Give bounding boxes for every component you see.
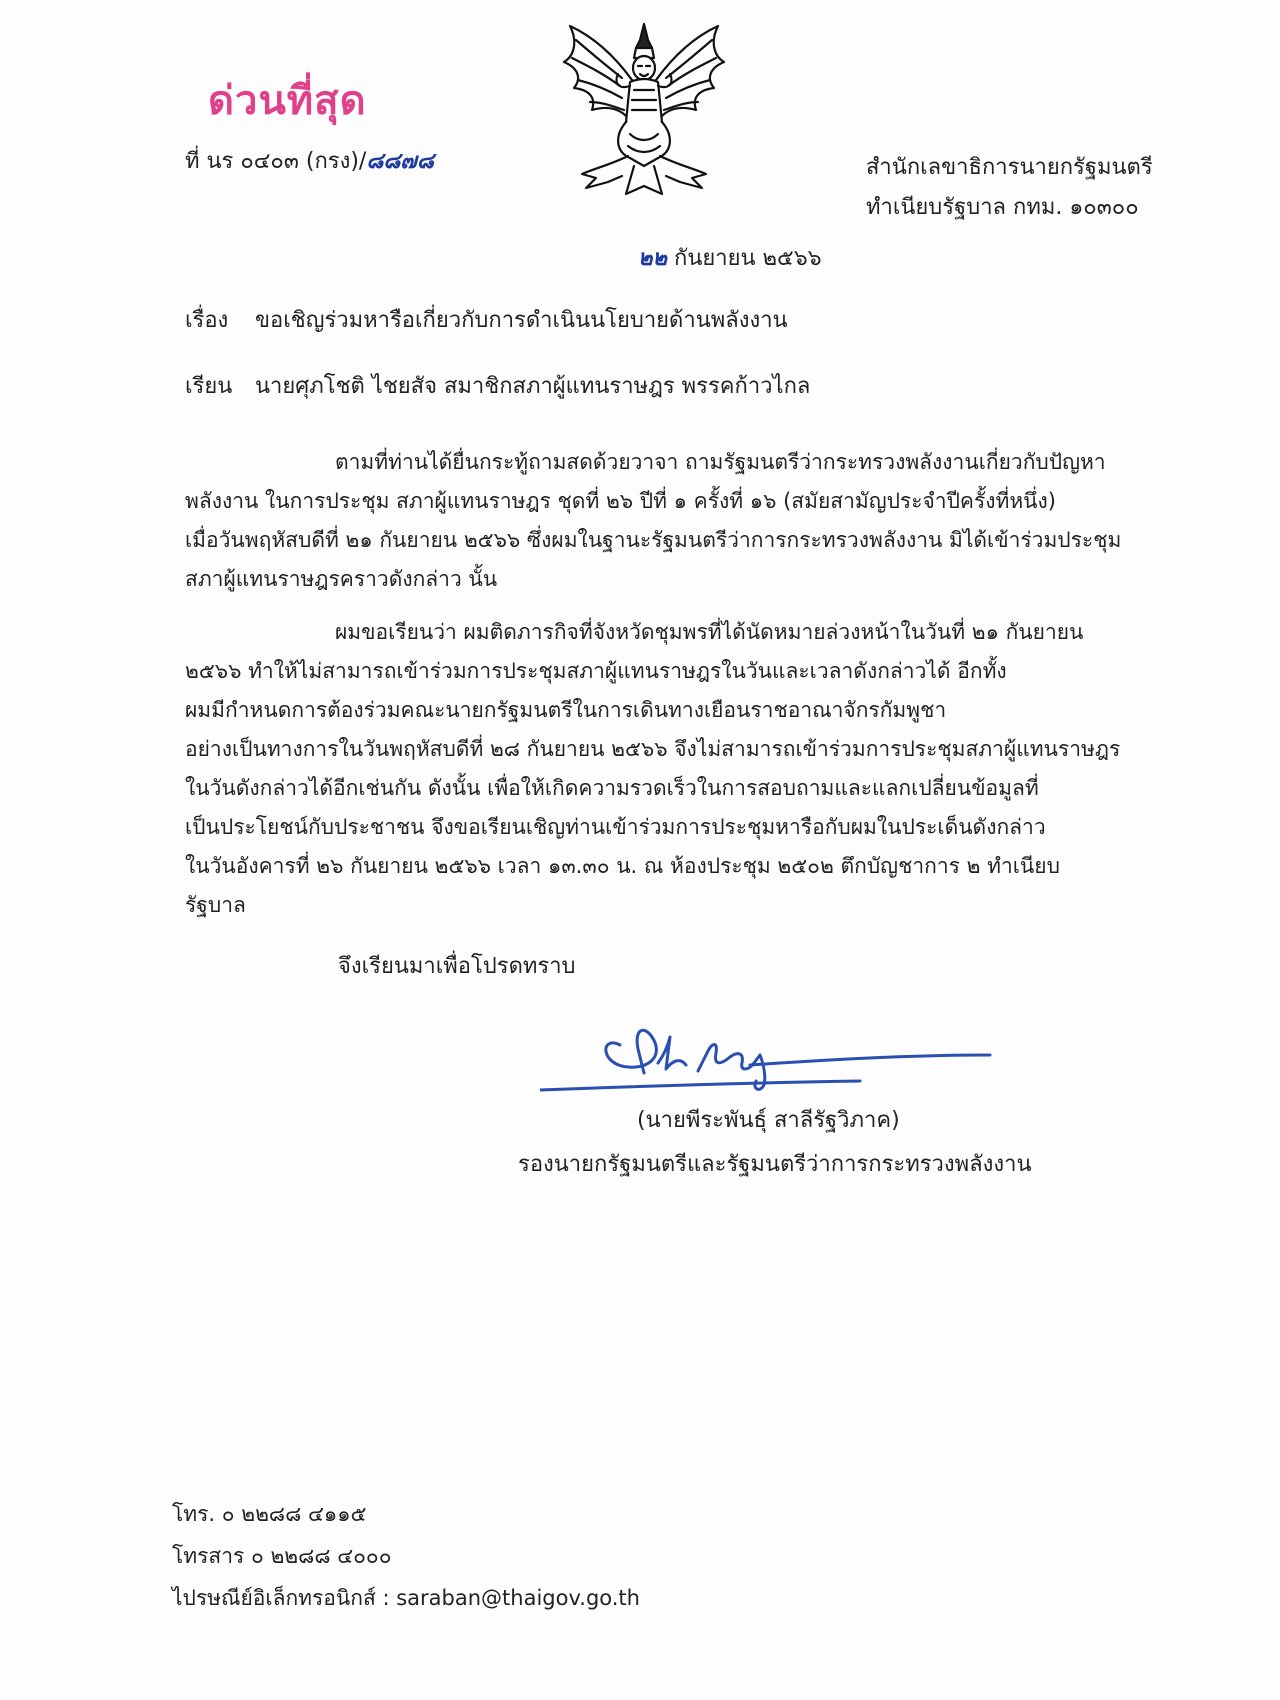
body-line: เป็นประโยชน์กับประชาชน จึงขอเรียนเชิญท่านเข้าร่วมการประชุมหารือกับผมในประเด็นดังกล่าว (185, 815, 1046, 839)
reference-handwritten-number: ๘๘๗๘ (366, 149, 434, 174)
date-day-handwritten: ๒๒ (638, 246, 668, 271)
contact-phone: โทร. ๐ ๒๒๘๘ ๔๑๑๕ (172, 1502, 367, 1526)
closing-line: จึงเรียนมาเพื่อโปรดทราบ (338, 954, 576, 979)
body-line: ผมขอเรียนว่า ผมติดภารกิจที่จังหวัดชุมพรที่ได้นัดหมายล่วงหน้าในวันที่ ๒๑ กันยายน (335, 620, 1084, 644)
body-line: ในวันดังกล่าวได้อีกเช่นกัน ดังนั้น เพื่อให้เกิดความรวดเร็วในการสอบถามและแลกเปลี่ยนข้อมูลที่ (185, 776, 1039, 800)
body-line: ๒๕๖๖ ทำให้ไม่สามารถเข้าร่วมการประชุมสภาผู้แทนราษฎรในวันและเวลาดังกล่าวได้ อีกทั้ง (185, 659, 1007, 683)
body-line: พลังงาน ในการประชุม สภาผู้แทนราษฎร ชุดที่ ๒๖ ปีที่ ๑ ครั้งที่ ๑๖ (สมัยสามัญประจำปีครั้งที่หนึ่ง) (185, 489, 1056, 513)
letter-date (638, 240, 822, 275)
salutation-label: เรียน (185, 374, 233, 399)
body-line: ในวันอังคารที่ ๒๖ กันยายน ๒๕๖๖ เวลา ๑๓.๓๐ น. ณ ห้องประชุม ๒๕๐๒ ตึกบัญชาการ ๒ ทำเนียบ (185, 854, 1060, 878)
date-month-year: กันยายน ๒๕๖๖ (667, 246, 822, 271)
subject-text: ขอเชิญร่วมหารือเกี่ยวกับการดำเนินนโยบายด้านพลังงาน (255, 308, 788, 333)
body-line: อย่างเป็นทางการในวันพฤหัสบดีที่ ๒๘ กันยายน ๒๕๖๖ จึงไม่สามารถเข้าร่วมการประชุมสภาผู้แทนราษฎร (185, 737, 1121, 761)
salutation-text: นายศุภโชติ ไชยสัจ สมาชิกสภาผู้แทนราษฎร พรรคก้าวไกล (255, 374, 811, 399)
reference-number (185, 143, 434, 178)
reference-prefix: ที่ นร ๐๔๐๓ (กรง)/ (185, 149, 367, 174)
subject-line (185, 302, 788, 337)
office-address (866, 148, 1153, 228)
salutation-line (185, 368, 810, 403)
body-line: สภาผู้แทนราษฎรคราวดังกล่าว นั้น (185, 567, 498, 591)
contact-email[interactable]: ไปรษณีย์อิเล็กทรอนิกส์ : saraban@thaigov.go.th (172, 1586, 640, 1610)
contact-fax: โทรสาร ๐ ๒๒๘๘ ๔๐๐๐ (172, 1544, 392, 1568)
handwritten-signature-icon (540, 1005, 1040, 1100)
signer-name: (นายพีระพันธุ์ สาลีรัฐวิภาค) (637, 1108, 900, 1133)
body-line: ตามที่ท่านได้ยื่นกระทู้ถามสดด้วยวาจา ถามรัฐมนตรีว่ากระทรวงพลังงานเกี่ยวกับปัญหา (335, 450, 1106, 474)
body-paragraph-2 (185, 613, 1145, 925)
office-line-1: สำนักเลขาธิการนายกรัฐมนตรี (866, 155, 1153, 180)
body-line: เมื่อวันพฤหัสบดีที่ ๒๑ กันยายน ๒๕๖๖ ซึ่งผมในฐานะรัฐมนตรีว่าการกระทรวงพลังงาน มิได้เข้าร่วมประชุม (185, 528, 1122, 552)
subject-label: เรื่อง (185, 308, 229, 333)
office-line-2: ทำเนียบรัฐบาล กทม. ๑๐๓๐๐ (866, 195, 1139, 220)
urgency-label: ด่วนที่สุด (208, 78, 367, 124)
body-paragraph-1 (185, 443, 1145, 599)
garuda-emblem-icon (556, 18, 732, 200)
signer-position: รองนายกรัฐมนตรีและรัฐมนตรีว่าการกระทรวงพลังงาน (518, 1152, 1032, 1177)
body-line: ผมมีกำหนดการต้องร่วมคณะนายกรัฐมนตรีในการเดินทางเยือนราชอาณาจักรกัมพูชา (185, 698, 947, 722)
body-line: รัฐบาล (185, 893, 246, 917)
